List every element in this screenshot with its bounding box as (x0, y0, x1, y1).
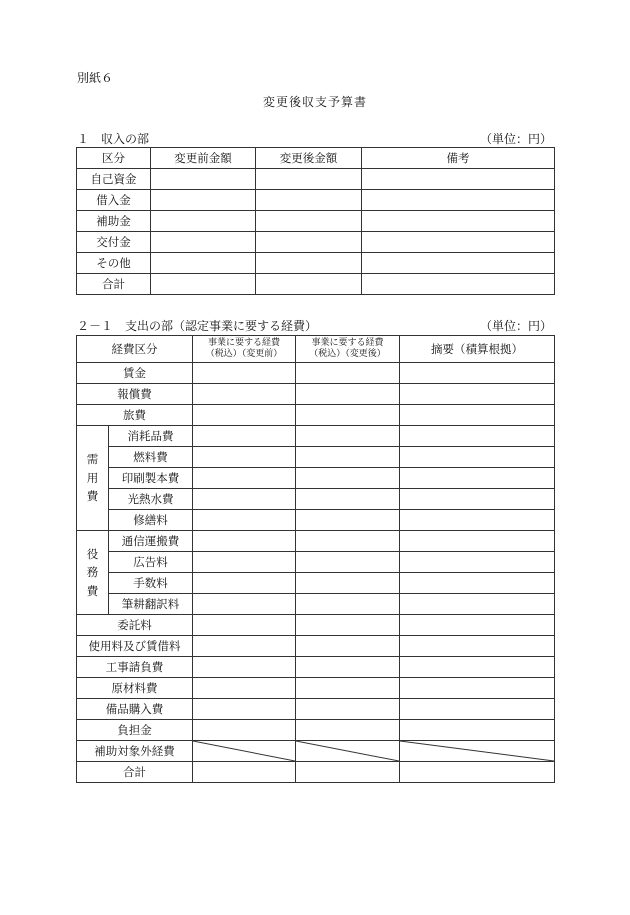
amount-cell[interactable] (256, 190, 362, 211)
group-label-char: 務 (86, 565, 99, 580)
table-row (77, 489, 555, 510)
amount-cell[interactable] (193, 489, 296, 510)
amount-cell[interactable] (193, 363, 296, 384)
table-row (77, 720, 555, 741)
amount-cell[interactable] (193, 720, 296, 741)
remarks-cell[interactable] (400, 468, 555, 489)
remarks-cell[interactable] (400, 678, 555, 699)
table-row (77, 253, 555, 274)
remarks-cell[interactable] (400, 531, 555, 552)
remarks-cell[interactable] (362, 169, 555, 190)
struck-cell (193, 741, 296, 762)
amount-cell[interactable] (296, 615, 400, 636)
table-row (77, 552, 555, 573)
amount-cell[interactable] (193, 657, 296, 678)
expense-col-before-line2: （税込）（変更前） (205, 349, 283, 359)
amount-cell[interactable] (296, 447, 400, 468)
group-label-char: 費 (86, 583, 99, 598)
remarks-cell[interactable] (400, 405, 555, 426)
amount-cell[interactable] (296, 363, 400, 384)
expense-col-before-line1: 事業に要する経費 (207, 337, 280, 348)
remarks-cell[interactable] (400, 699, 555, 720)
income-row-label: 自己資金 (77, 169, 151, 190)
income-row-label: 合計 (77, 274, 151, 295)
remarks-cell[interactable] (400, 426, 555, 447)
table-row (77, 699, 555, 720)
expense-row-label: 委託料 (77, 615, 193, 636)
expense-row-label: 補助対象外経費 (77, 741, 193, 762)
amount-cell[interactable] (296, 636, 400, 657)
table-row (77, 573, 555, 594)
amount-cell[interactable] (193, 615, 296, 636)
table-row (77, 531, 555, 552)
remarks-cell[interactable] (362, 232, 555, 253)
amount-cell[interactable] (296, 573, 400, 594)
amount-cell[interactable] (256, 232, 362, 253)
table-row (77, 678, 555, 699)
struck-cell (400, 741, 555, 762)
table-row (77, 426, 555, 447)
income-heading: １ 収入の部 (77, 132, 150, 146)
amount-cell[interactable] (151, 274, 256, 295)
amount-cell[interactable] (296, 489, 400, 510)
income-row-label: その他 (77, 253, 151, 274)
income-table (76, 147, 555, 295)
remarks-cell[interactable] (400, 363, 555, 384)
expense-heading: ２－１ 支出の部（認定事業に要する経費） (77, 319, 318, 333)
amount-cell[interactable] (193, 699, 296, 720)
expense-row-label: 広告料 (109, 552, 193, 573)
amount-cell[interactable] (296, 405, 400, 426)
amount-cell[interactable] (296, 762, 400, 783)
income-row-label: 補助金 (77, 211, 151, 232)
expense-row-label: 手数料 (109, 573, 193, 594)
amount-cell[interactable] (151, 211, 256, 232)
remarks-cell[interactable] (400, 636, 555, 657)
amount-cell[interactable] (296, 657, 400, 678)
remarks-cell[interactable] (362, 274, 555, 295)
remarks-cell[interactable] (400, 573, 555, 594)
table-row (77, 447, 555, 468)
amount-cell[interactable] (296, 594, 400, 615)
income-row-label: 借入金 (77, 190, 151, 211)
expense-header-row (77, 336, 555, 363)
amount-cell[interactable] (193, 405, 296, 426)
remarks-cell[interactable] (400, 510, 555, 531)
amount-cell[interactable] (296, 699, 400, 720)
amount-cell[interactable] (193, 447, 296, 468)
amount-cell[interactable] (151, 169, 256, 190)
table-row (77, 510, 555, 531)
table-row (77, 405, 555, 426)
expense-unit: （単位：円） (480, 319, 553, 333)
table-row (77, 384, 555, 405)
remarks-cell[interactable] (400, 489, 555, 510)
amount-cell[interactable] (256, 274, 362, 295)
table-row (77, 657, 555, 678)
amount-cell[interactable] (296, 468, 400, 489)
struck-cell (296, 741, 400, 762)
income-row-label: 交付金 (77, 232, 151, 253)
amount-cell[interactable] (256, 169, 362, 190)
table-row (77, 211, 555, 232)
amount-cell[interactable] (256, 253, 362, 274)
group-label-services (77, 531, 109, 615)
amount-cell[interactable] (296, 426, 400, 447)
expense-row-label: 印刷製本費 (109, 468, 193, 489)
amount-cell[interactable] (256, 211, 362, 232)
group-label-char: 用 (86, 470, 99, 485)
remarks-cell[interactable] (362, 190, 555, 211)
expense-row-label: 修繕料 (109, 510, 193, 531)
amount-cell[interactable] (296, 678, 400, 699)
expense-row-label: 備品購入費 (77, 699, 193, 720)
expense-total-label: 合計 (77, 762, 193, 783)
table-row (77, 741, 555, 762)
expense-row-label: 消耗品費 (109, 426, 193, 447)
expense-row-label: 工事請負費 (77, 657, 193, 678)
group-label-char: 費 (86, 489, 99, 504)
amount-cell[interactable] (151, 232, 256, 253)
amount-cell[interactable] (151, 190, 256, 211)
amount-cell[interactable] (193, 531, 296, 552)
table-row (77, 274, 555, 295)
expense-row-label: 報償費 (77, 384, 193, 405)
table-row (77, 762, 555, 783)
remarks-cell[interactable] (400, 720, 555, 741)
expense-row-label: 光熱水費 (109, 489, 193, 510)
amount-cell[interactable] (193, 762, 296, 783)
income-header-row (77, 148, 555, 169)
expense-col-after-line2: （税込）（変更後） (309, 349, 386, 359)
remarks-cell[interactable] (400, 594, 555, 615)
table-row (77, 615, 555, 636)
group-label-char: 役 (86, 546, 99, 561)
table-row (77, 169, 555, 190)
remarks-cell[interactable] (400, 762, 555, 783)
remarks-cell[interactable] (362, 253, 555, 274)
amount-cell[interactable] (296, 531, 400, 552)
remarks-cell[interactable] (400, 615, 555, 636)
amount-cell[interactable] (296, 720, 400, 741)
table-row (77, 232, 555, 253)
expense-row-label: 負担金 (77, 720, 193, 741)
table-row (77, 636, 555, 657)
remarks-cell[interactable] (400, 552, 555, 573)
table-row (77, 190, 555, 211)
amount-cell[interactable] (296, 384, 400, 405)
diagonal-strike (296, 741, 399, 761)
amount-cell[interactable] (193, 426, 296, 447)
expense-col-before (193, 336, 296, 363)
expense-row-label: 燃料費 (109, 447, 193, 468)
expense-row-label: 通信運搬費 (109, 531, 193, 552)
table-row (77, 594, 555, 615)
table-row (77, 363, 555, 384)
income-col-before: 変更前金額 (151, 148, 256, 169)
amount-cell[interactable] (193, 468, 296, 489)
amount-cell[interactable] (296, 552, 400, 573)
attachment-label: 別紙６ (77, 71, 114, 85)
expense-row-label: 旅費 (77, 405, 193, 426)
income-unit: （単位：円） (480, 132, 553, 146)
amount-cell[interactable] (193, 573, 296, 594)
amount-cell[interactable] (151, 253, 256, 274)
remarks-cell[interactable] (362, 211, 555, 232)
table-row (77, 468, 555, 489)
expense-col-after-line1: 事業に要する経費 (311, 337, 384, 348)
expense-table (76, 335, 555, 783)
remarks-cell[interactable] (400, 384, 555, 405)
amount-cell[interactable] (193, 636, 296, 657)
remarks-cell[interactable] (400, 657, 555, 678)
expense-row-label: 原材料費 (77, 678, 193, 699)
income-col-remarks: 備考 (362, 148, 555, 169)
amount-cell[interactable] (193, 678, 296, 699)
group-label-char: 需 (86, 452, 99, 467)
expense-row-label: 筆耕翻訳料 (109, 594, 193, 615)
income-col-category: 区分 (77, 148, 151, 169)
amount-cell[interactable] (193, 384, 296, 405)
document-title: 変更後収支予算書 (262, 95, 367, 109)
expense-col-after (296, 336, 400, 363)
amount-cell[interactable] (193, 552, 296, 573)
expense-col-remarks: 摘要（積算根拠） (400, 336, 555, 363)
amount-cell[interactable] (296, 510, 400, 531)
income-col-after: 変更後金額 (256, 148, 362, 169)
group-label-supplies (77, 426, 109, 531)
expense-row-label: 賃金 (77, 363, 193, 384)
expense-col-category: 経費区分 (77, 336, 193, 363)
expense-row-label: 使用料及び賃借料 (77, 636, 193, 657)
amount-cell[interactable] (193, 510, 296, 531)
diagonal-strike (400, 741, 554, 761)
remarks-cell[interactable] (400, 447, 555, 468)
diagonal-strike (193, 741, 295, 761)
amount-cell[interactable] (193, 594, 296, 615)
